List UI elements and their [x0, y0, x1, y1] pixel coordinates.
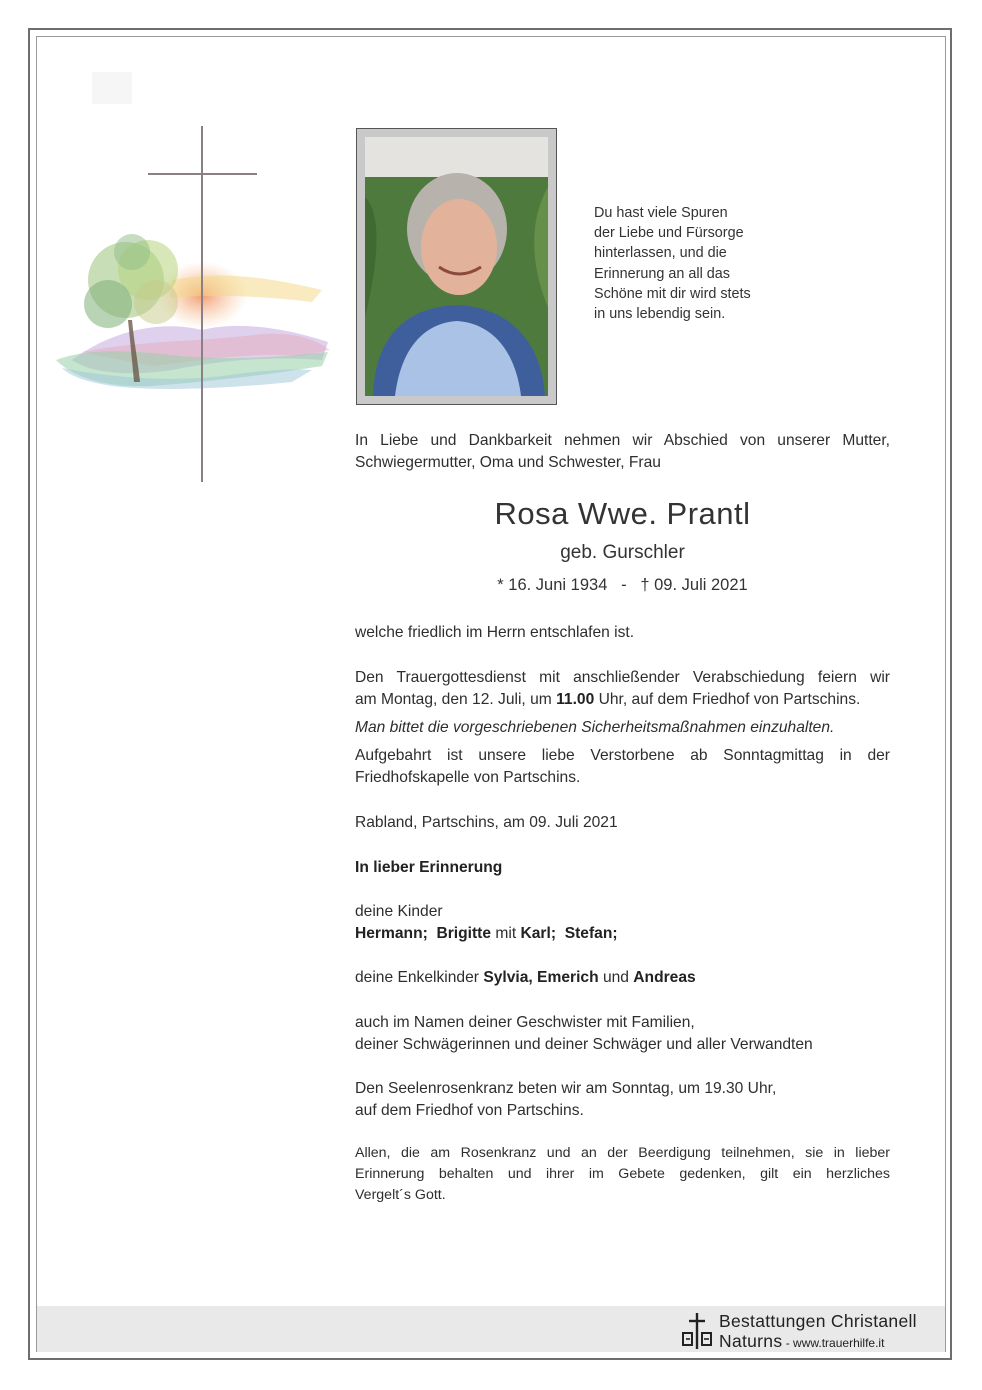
service-text: Uhr, auf dem Friedhof von Partschins.	[594, 691, 861, 708]
tree-foliage	[114, 234, 150, 270]
thanks-line-2: Erinnerung behalten und ihrer im Gebete gedenken, gilt ein herzliches	[355, 1166, 890, 1182]
service-line-2	[355, 689, 890, 711]
child-name: Stefan	[564, 925, 613, 942]
grandchildren-label: deine Enkelkinder	[355, 969, 484, 986]
quote-line: Schöne mit dir wird stets	[594, 285, 751, 302]
children-names	[355, 923, 890, 945]
company-location-line	[719, 1331, 884, 1352]
quote-line: Du hast viele Spuren	[594, 205, 728, 221]
funeral-home-logo-icon	[680, 1311, 714, 1351]
thanks-line-1: Allen, die am Rosenkranz und an der Beerdigung teilnehmen, sie in lieber	[355, 1145, 890, 1161]
grandchildren-names: Sylvia, Emerich	[483, 969, 599, 986]
remembrance-text: In lieber Erinnerung	[355, 859, 503, 876]
child-name: Hermann	[355, 925, 423, 942]
relatives-line-1: auch im Namen deiner Geschwister mit Familien,	[355, 1014, 695, 1031]
tree-foliage	[84, 280, 132, 328]
connector: mit	[491, 925, 521, 942]
service-text: am Montag, den 12. Juli, um	[355, 691, 557, 708]
faint-mark	[92, 72, 132, 104]
portrait-photo	[356, 128, 557, 405]
connector: und	[598, 969, 634, 986]
company-name: Bestattungen Christanell	[719, 1311, 917, 1331]
grandchild-name: Andreas	[633, 969, 696, 986]
remembrance-heading	[355, 857, 890, 879]
company-place: Naturns	[719, 1331, 783, 1351]
separator: ;	[422, 925, 437, 942]
quote-line: Erinnerung an all das	[594, 265, 731, 282]
intro-line-2: Schwiegermutter, Oma und Schwester, Frau	[355, 454, 661, 471]
maiden-name: geb. Gurschler	[560, 542, 685, 563]
deceased-name: Rosa Wwe. Prantl	[494, 496, 751, 531]
safety-notice: Man bittet die vorgeschriebenen Sicherheitsmaßnahmen einzuhalten.	[355, 719, 835, 736]
intro-line-1: In Liebe und Dankbarkeit nehmen wir Abschied von unserer Mutter,	[355, 432, 890, 449]
quote-line: der Liebe und Fürsorge	[594, 225, 744, 242]
rosary-line-2: auf dem Friedhof von Partschins.	[355, 1102, 584, 1119]
place-date: Rabland, Partschins, am 09. Juli 2021	[355, 814, 618, 831]
passed-away-text: welche friedlich im Herrn entschlafen ist.	[355, 624, 635, 641]
spouse-name: Karl	[520, 925, 551, 942]
life-dates: * 16. Juni 1934 - † 09. Juli 2021	[497, 576, 748, 594]
separator: ;	[550, 925, 565, 942]
quote-line: hinterlassen, und die	[594, 245, 727, 262]
portrait-image	[365, 137, 548, 396]
rosary-line-1: Den Seelenrosenkranz beten wir am Sonntag, um 19.30 Uhr,	[355, 1080, 777, 1097]
separator: ;	[612, 925, 618, 942]
company-website[interactable]: - www.trauerhilfe.it	[782, 1336, 885, 1350]
laid-out-line-2: Friedhofskapelle von Partschins.	[355, 769, 581, 786]
relatives-line-2: deiner Schwägerinnen und deiner Schwäger und aller Verwandten	[355, 1036, 813, 1053]
tree-foliage	[134, 280, 178, 324]
thanks-line-3: Vergelt´s Gott.	[355, 1187, 446, 1203]
service-line-1: Den Trauergottesdienst mit anschließender Verabschiedung feiern wir	[355, 669, 890, 686]
children-label: deine Kinder	[355, 903, 443, 920]
child-name: Brigitte	[436, 925, 492, 942]
cross-tree-illustration	[52, 120, 336, 490]
laid-out-line-1: Aufgebahrt ist unsere liebe Verstorbene ab Sonntagmittag in der	[355, 747, 890, 764]
quote-line: in uns lebendig sein.	[594, 306, 726, 323]
memorial-quote	[594, 203, 794, 324]
service-time: 11.00	[556, 691, 595, 708]
grandchildren-line	[355, 967, 890, 989]
